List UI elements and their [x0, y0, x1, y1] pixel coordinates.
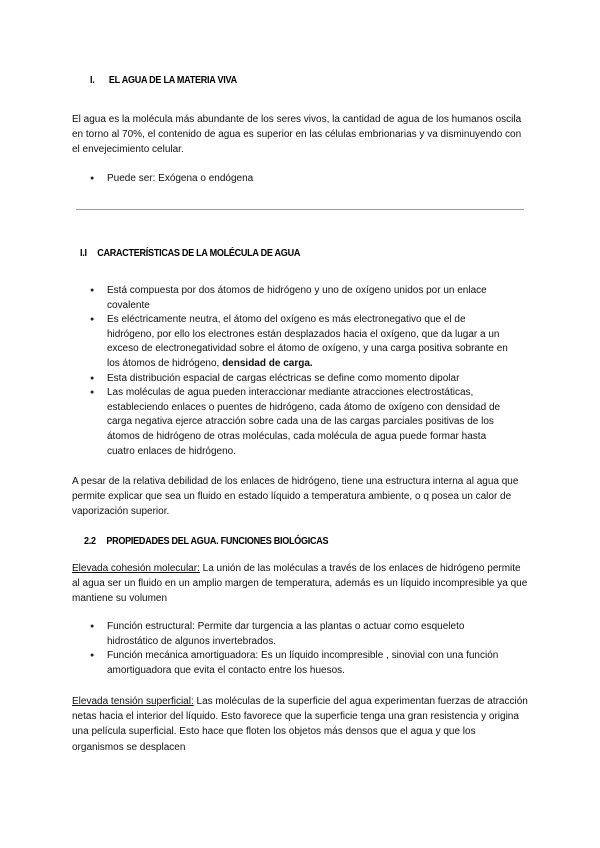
section-2-2-heading	[84, 535, 328, 547]
section-1-number: I.	[90, 74, 95, 86]
list-item-text: Es eléctricamente neutra, el átomo del oxígeno es más electronegativo que el de hidrógeno, por ello los electrones están desplazados hacia el oxígeno, que da lugar a un exceso de electronegatividad sobre el átomo de oxígeno, y una carga positiva sobrante en los átomos de hidrógeno,	[107, 314, 508, 369]
section-1-heading	[90, 74, 237, 86]
cohesion-paragraph	[72, 561, 530, 607]
list-item: ● Esta distribución espacial de cargas eléctricas se define como momento dipolar	[90, 372, 510, 387]
section-2-2-title: PROPIEDADES DEL AGUA. FUNCIONES BIOLÓGICAS	[106, 535, 329, 547]
section-1-title: EL AGUA DE LA MATERIA VIVA	[108, 74, 237, 86]
section-1-1-number: I.I	[80, 247, 87, 259]
section-1-paragraph: El agua es la molécula más abundante de los seres vivos, la cantidad de agua de los humanos oscila en torno al 70%, el contenido de agua es superior en las células embrionarias y va disminuyendo con el envejecimiento celular.	[72, 114, 522, 156]
tension-label: Elevada tensión superficial:	[72, 696, 194, 707]
list-item	[90, 313, 510, 371]
section-1-list	[90, 172, 510, 187]
section-divider	[76, 209, 524, 210]
section-1-1-list	[90, 284, 510, 459]
list-item: ● Función estructural: Permite dar turgencia a las plantas o actuar como esqueleto hidrostático de algunos invertebrados.	[90, 620, 510, 649]
list-item: ● Función mecánica amortiguadora: Es un líquido incompresible , sinovial con una función amortiguadora que evita el contacto entre los huesos.	[90, 649, 510, 678]
section-2-2-number: 2.2	[84, 535, 96, 547]
tension-text: Las moléculas de la superficie del agua experimentan fuerzas de atracción netas hacia el interior del líquido. Esto favorece que la superficie tenga una gran resistencia y origina una película superficial. Esto hace que floten los objetos más densos que el agua y que los organismos se desplacen	[72, 696, 528, 753]
section-1-1-title: CARACTERÍSTICAS DE LA MOLÉCULA DE AGUA	[97, 247, 301, 259]
section-1-1-paragraph: A pesar de la relativa debilidad de los enlaces de hidrógeno, tiene una estructura interna al agua que permite explicar que sea un fluido en estado líquido a temperatura ambiente, o q posea un calor de vaporización superior.	[72, 476, 519, 518]
tension-paragraph	[72, 694, 530, 755]
list-item: ● Las moléculas de agua pueden interaccionar mediante atracciones electrostáticas, estableciendo enlaces o puentes de hidrógeno, cada átomo de oxígeno con densidad de carga negativa ejerce atracción sobre cada una de las cargas parciales positivas de los átomos de hidrógeno de otras moléculas, cada molécula de agua puede formar hasta cuatro enlaces de hidrógeno.	[90, 386, 510, 459]
section-1-1-heading	[80, 247, 300, 259]
list-item: ● Puede ser: Exógena o endógena	[90, 172, 510, 187]
cohesion-label: Elevada cohesión molecular:	[72, 563, 200, 574]
section-2-2-list	[90, 620, 510, 678]
bold-term: densidad de carga.	[222, 357, 313, 369]
cohesion-text: La unión de las moléculas a través de los enlaces de hidrógeno permite al agua ser un fluido en un amplio margen de temperatura, además es un líquido incompresible ya que mantiene su volumen	[72, 563, 528, 605]
list-item: ● Está compuesta por dos átomos de hidrógeno y uno de oxígeno unidos por un enlace covalente	[90, 284, 510, 313]
